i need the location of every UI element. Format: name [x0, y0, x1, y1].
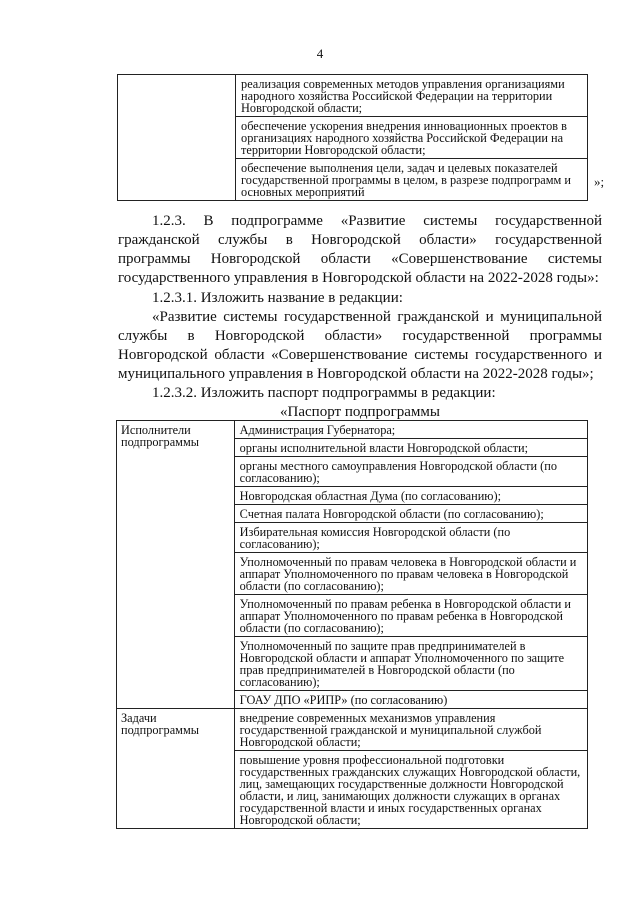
- executor-item: Новгородская областная Дума (по согласованию);: [235, 487, 587, 505]
- executors-label-cell: [117, 421, 235, 709]
- paragraph-1-2-3: 1.2.3. В подпрограмме «Развитие системы государственной гражданской службы в Новгородской области» государственной программы Новгородской области «Совершенствование системы государственного управления в Новгородской области на 2022-2028 годы»:: [118, 213, 602, 286]
- task-item: внедрение современных механизмов управления государственной гражданской и муниципальной службой Новгородской области;: [235, 709, 587, 751]
- paragraph-new-title: «Развитие системы государственной гражданской и муниципальной службы в Новгородской области» государственной программы Новгородской области «Совершенствование системы государственного и муниципального управления в Новгородской области на 2022-2028 годы»;: [118, 309, 602, 382]
- executor-item: ГОАУ ДПО «РИПР» (по согласованию): [239, 693, 448, 707]
- executor-item: Избирательная комиссия Новгородской области (по согласованию);: [235, 523, 587, 553]
- executor-item: Уполномоченный по защите прав предпринимателей в Новгородской области и аппарат Уполномоченного по защите прав предпринимателей в Новгородской области (по согласованию);: [235, 637, 587, 691]
- passport-table: [116, 420, 588, 829]
- closing-quote: »;: [594, 174, 605, 189]
- paragraph-1-2-3-2: 1.2.3.2. Изложить паспорт подпрограммы в редакции:: [152, 385, 496, 401]
- executor-item: Уполномоченный по правам ребенка в Новгородской области и аппарат Уполномоченного по правам ребенка в Новгородской области (по согласованию);: [235, 595, 587, 637]
- page-number: 4: [316, 46, 324, 61]
- task-item: повышение уровня профессиональной подготовки государственных гражданских служащих Новгородской области, лиц, замещающих государственные должности Новгородской области, и лиц, занимающих должности служащих в органах государственной власти и иных государственных органах Новгородской области;: [239, 753, 581, 827]
- executor-item: органы исполнительной власти Новгородской области;: [235, 439, 587, 457]
- top-table-item: обеспечение выполнения цели, задач и целевых показателей государственной программы в целом, в разрезе подпрограмм и основных мероприятий: [241, 161, 571, 199]
- top-table-left-cell: [118, 75, 236, 201]
- executors-label: Исполнители подпрограммы: [121, 423, 199, 449]
- tasks-cell: [234, 709, 587, 829]
- top-table-item: реализация современных методов управления организациями народного хозяйства Российской Федерации на территории Новгородской области;: [236, 75, 587, 117]
- executor-item: Уполномоченный по правам человека в Новгородской области и аппарат Уполномоченного по правам человека в Новгородской области (по согласованию);: [235, 553, 587, 595]
- executor-item: Администрация Губернатора;: [235, 421, 587, 439]
- executor-item: Счетная палата Новгородской области (по согласованию);: [235, 505, 587, 523]
- top-table-item: обеспечение ускорения внедрения инновационных проектов в организациях народного хозяйства Российской Федерации на территории Новгородской области;: [236, 117, 587, 159]
- top-table: [117, 74, 588, 201]
- top-table-right-cell: [236, 75, 588, 201]
- tasks-label: Задачи подпрограммы: [121, 711, 199, 737]
- paragraph-1-2-3-1: 1.2.3.1. Изложить название в редакции:: [152, 290, 403, 306]
- executors-cell: [234, 421, 587, 709]
- executor-item: органы местного самоуправления Новгородской области (по согласованию);: [235, 457, 587, 487]
- tasks-label-cell: [117, 709, 235, 829]
- passport-heading: «Паспорт подпрограммы: [280, 404, 440, 420]
